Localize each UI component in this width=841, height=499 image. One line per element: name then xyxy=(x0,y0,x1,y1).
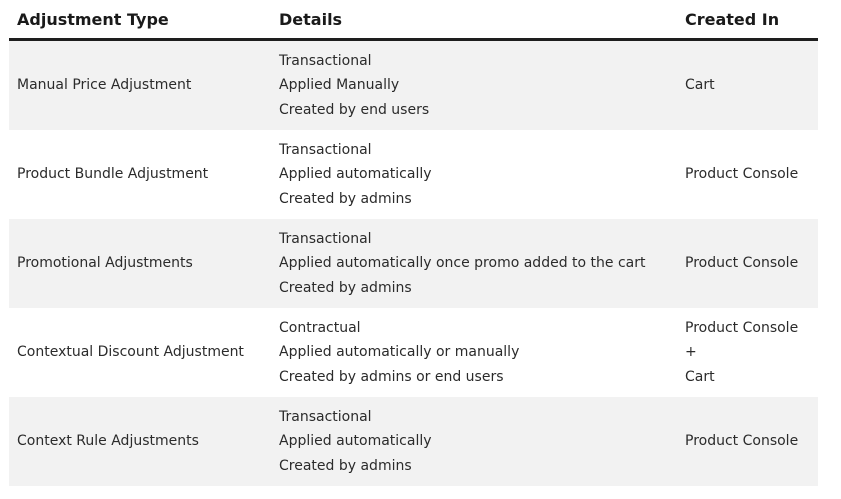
cell-created-in xyxy=(677,40,818,131)
header-created-in: Created In xyxy=(677,0,818,40)
table-row xyxy=(9,308,818,397)
cell-details xyxy=(271,397,677,486)
cell-adjustment-type: Manual Price Adjustment xyxy=(9,40,271,131)
cell-created-in xyxy=(677,397,818,486)
cell-created-in xyxy=(677,130,818,219)
detail-line: Created by admins xyxy=(279,190,412,207)
detail-line: Created by admins xyxy=(279,457,412,474)
detail-line: Created by admins xyxy=(279,279,412,296)
created-in-line: Product Console xyxy=(685,433,799,450)
created-in-line: + xyxy=(685,344,697,361)
detail-line: Contractual xyxy=(279,319,361,336)
created-in-line: Product Console xyxy=(685,166,799,183)
table-header-row xyxy=(9,0,818,40)
created-in-line: Cart xyxy=(685,368,715,385)
header-adjustment-type: Adjustment Type xyxy=(9,0,271,40)
detail-line: Transactional xyxy=(279,141,372,158)
table-row xyxy=(9,130,818,219)
created-in-line: Product Console xyxy=(685,255,799,272)
cell-details xyxy=(271,308,677,397)
detail-line: Applied automatically xyxy=(279,166,432,183)
cell-adjustment-type: Context Rule Adjustments xyxy=(9,397,271,486)
created-in-line: Product Console xyxy=(685,319,799,336)
detail-line: Created by end users xyxy=(279,101,430,118)
cell-details xyxy=(271,40,677,131)
detail-line: Applied Manually xyxy=(279,77,400,94)
cell-created-in xyxy=(677,219,818,308)
cell-adjustment-type: Product Bundle Adjustment xyxy=(9,130,271,219)
adjustment-types-table xyxy=(9,0,818,486)
cell-details xyxy=(271,130,677,219)
cell-details xyxy=(271,219,677,308)
detail-line: Transactional xyxy=(279,408,372,425)
table-row xyxy=(9,397,818,486)
table-body xyxy=(9,40,818,487)
header-details: Details xyxy=(271,0,677,40)
table-header xyxy=(9,0,818,40)
detail-line: Applied automatically xyxy=(279,433,432,450)
cell-adjustment-type: Promotional Adjustments xyxy=(9,219,271,308)
detail-line: Applied automatically once promo added to the cart xyxy=(279,255,646,272)
detail-line: Transactional xyxy=(279,52,372,69)
cell-created-in xyxy=(677,308,818,397)
table-row xyxy=(9,219,818,308)
cell-adjustment-type: Contextual Discount Adjustment xyxy=(9,308,271,397)
table-row xyxy=(9,40,818,131)
detail-line: Created by admins or end users xyxy=(279,368,504,385)
created-in-line: Cart xyxy=(685,77,715,94)
detail-line: Transactional xyxy=(279,230,372,247)
detail-line: Applied automatically or manually xyxy=(279,344,520,361)
